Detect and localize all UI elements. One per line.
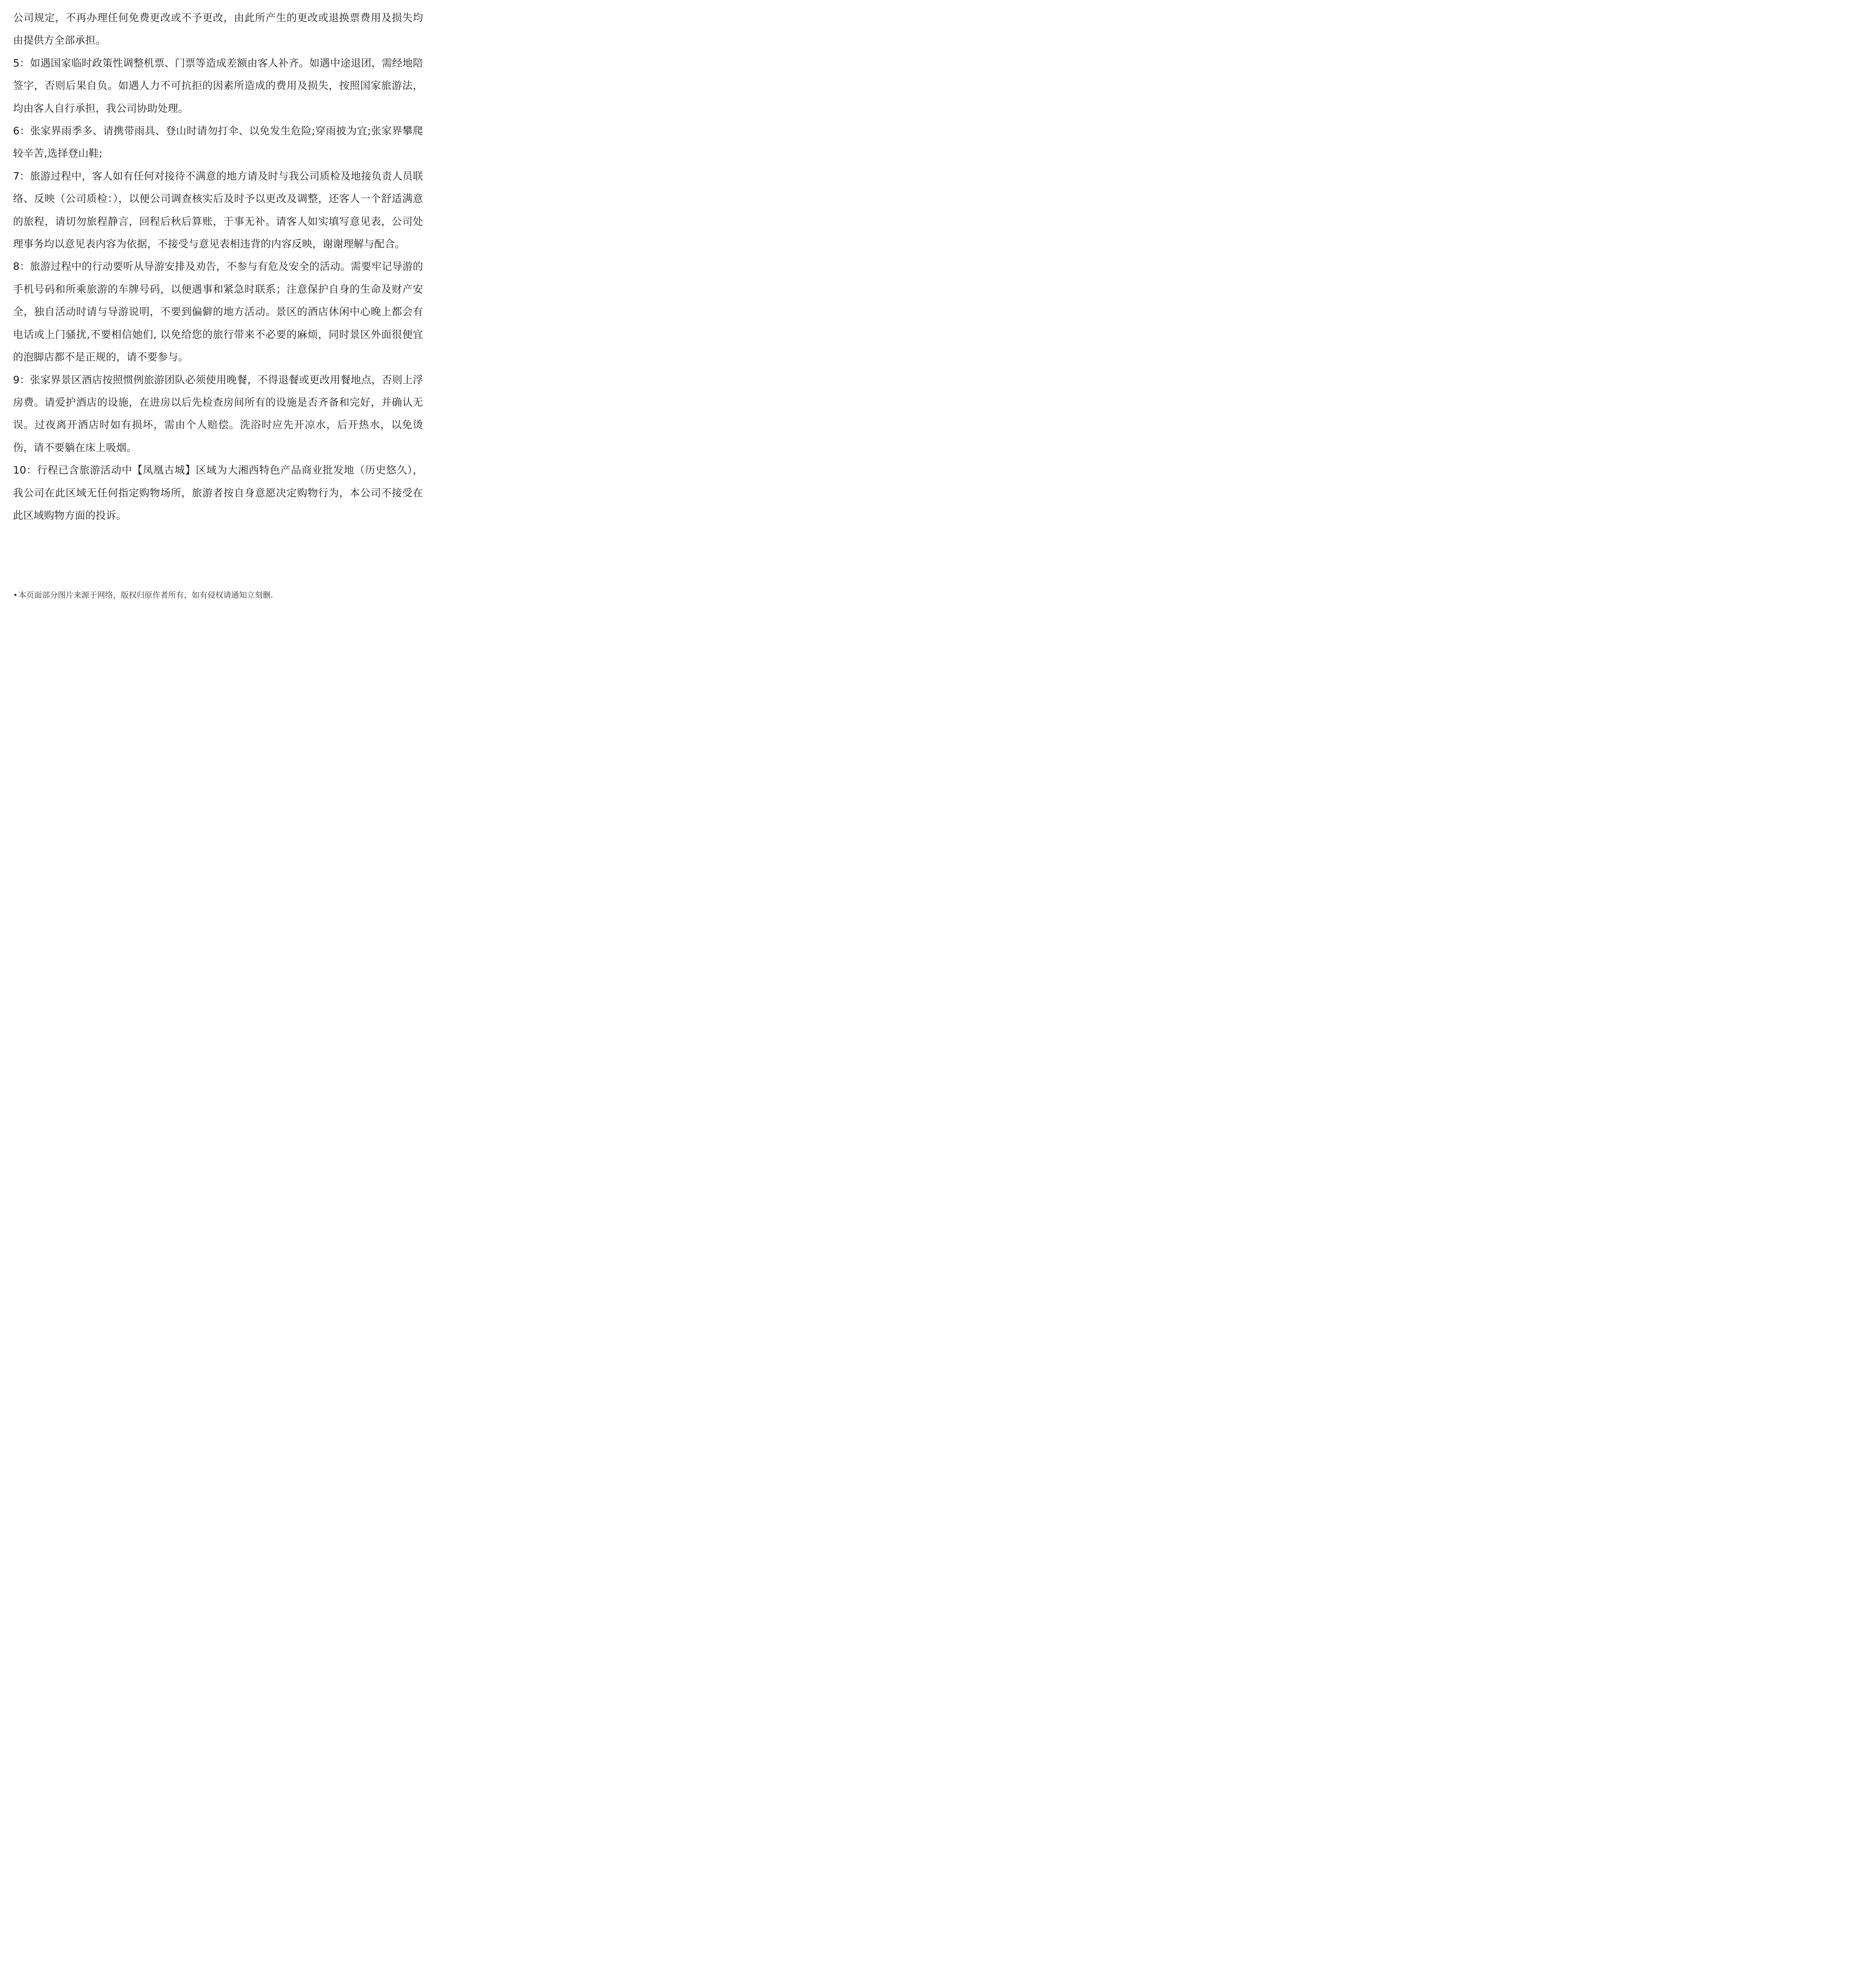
paragraph-continuation: 公司规定，不再办理任何免费更改或不予更改，由此所产生的更改或退换票费用及损失均由提供方全部承担。 [13,12,423,47]
paragraph-item-10: 10：行程已含旅游活动中【凤凰古城】区域为大湘西特色产品商业批发地（历史悠久），我公司在此区域无任何指定购物场所，旅游者按自身意愿决定购物行为，本公司不接受在此区域购物方面的投诉。 [13,465,423,522]
paragraph-item-9: 9：张家界景区酒店按照惯例旅游团队必须使用晚餐，不得退餐或更改用餐地点，否则上浮房费。请爱护酒店的设施，在进房以后先检查房间所有的设施是否齐备和完好，并确认无误。过夜离开酒店时如有损坏，需由个人赔偿。洗浴时应先开凉水，后开热水，以免烫伤，请不要躺在床上吸烟。 [13,374,423,454]
paragraph-item-6: 6：张家界雨季多、请携带雨具、登山时请勿打伞、以免发生危险;穿雨披为宜;张家界攀爬较辛苦,选择登山鞋; [13,125,423,160]
paragraph-item-5: 5：如遇国家临时政策性调整机票、门票等造成差额由客人补齐。如遇中途退团，需经地陪签字，否则后果自负。如遇人力不可抗拒的因素所造成的费用及损失，按照国家旅游法，均由客人自行承担，我公司协助处理。 [13,57,423,115]
paragraph-item-8: 8：旅游过程中的行动要听从导游安排及劝告，不参与有危及安全的活动。需要牢记导游的手机号码和所乘旅游的车牌号码，以便遇事和紧急时联系；注意保护自身的生命及财产安全，独自活动时请与导游说明，不要到偏僻的地方活动。景区的酒店休闲中心晚上都会有电话或上门骚扰,不要相信她们, 以免给您的旅行带来不必要的麻烦，同时景区外面很便宜的泡脚店都不是正规的，请不要参与。 [13,261,423,364]
footnote-text: 本页面部分图片来源于网络，版权归原作者所有，如有侵权请通知立刻删. [18,590,273,600]
bullet-icon: • [13,590,18,600]
document-body [13,7,423,527]
copyright-footnote [13,589,423,601]
document-page [0,0,435,615]
paragraph-item-7: 7：旅游过程中，客人如有任何对接待不满意的地方请及时与我公司质检及地接负责人员联络、反映（公司质检：），以便公司调查核实后及时予以更改及调整，还客人一个舒适满意的旅程，请切勿旅程静言，回程后秋后算账，于事无补。请客人如实填写意见表，公司处理事务均以意见表内容为依据，不接受与意见表相违背的内容反映，谢谢理解与配合。 [13,170,423,251]
